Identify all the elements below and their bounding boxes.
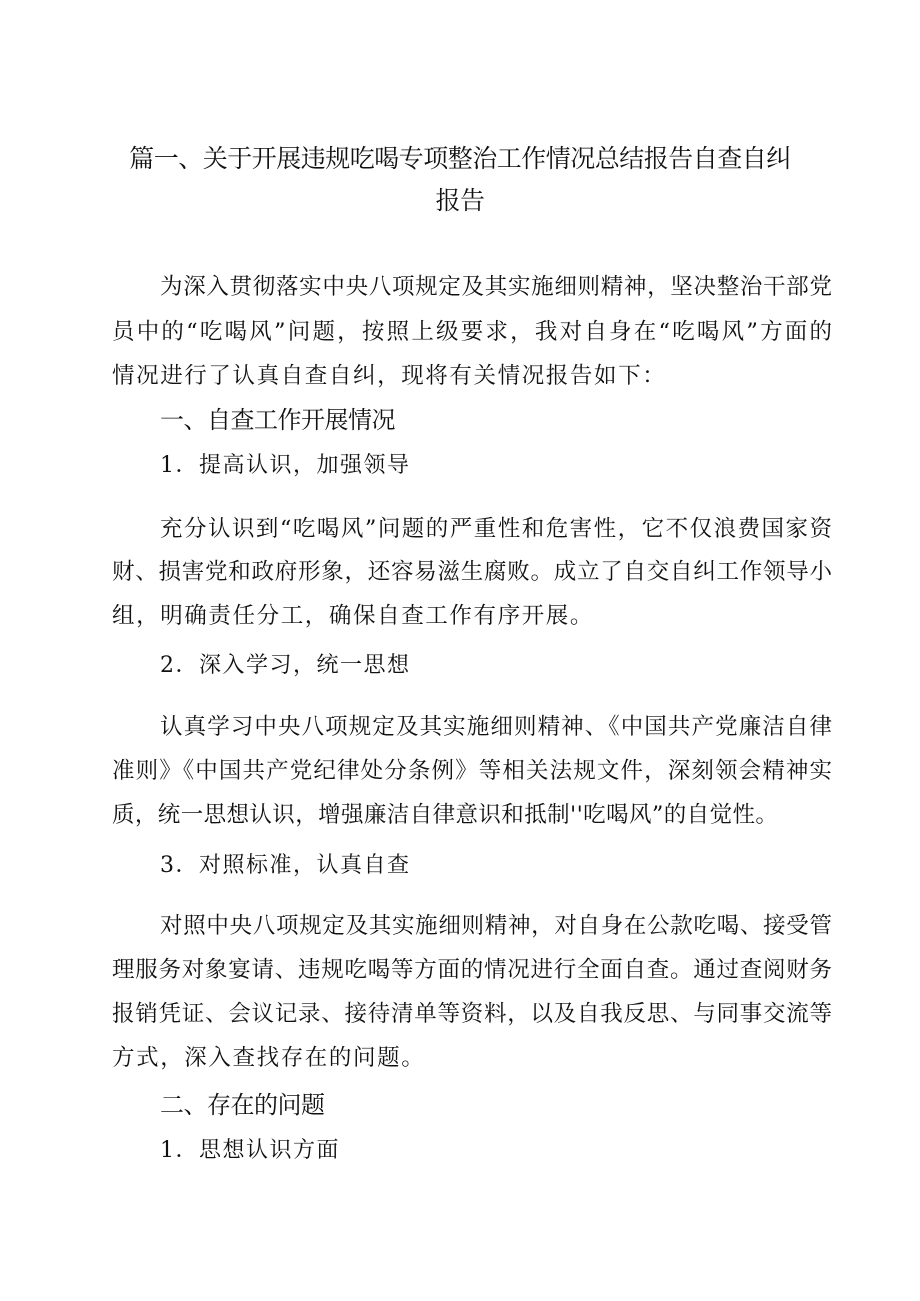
section-2-heading: 二、存在的问题 [160,1091,325,1119]
intro-line-2: 员中的“吃喝风”问题，按照上级要求，我对自身在“吃喝风”方面的 [112,319,832,345]
intro-line-1: 为深入贯彻落实中央八项规定及其实施细则精神，坚决整治干部党 [160,274,832,300]
item-2-heading: 2．深入学习，统一思想 [160,653,411,678]
document-title-line-1: 篇一、关于开展违规吃喝专项整治工作情况总结报告自查自纠 [129,144,791,173]
item-1-body-line-2: 财、损害党和政府形象，还容易滋生腐败。成立了自交自纠工作领导小 [112,559,832,585]
item-1-body-line-1: 充分认识到“吃喝风”问题的严重性和危害性，它不仅浪费国家资 [160,516,832,542]
item-3-heading: 3．对照标准，认真自查 [160,853,411,878]
item-3-body-line-3: 报销凭证、会议记录、接待清单等资料，以及自我反思、与同事交流等 [112,1001,832,1027]
item-3-body-line-1: 对照中央八项规定及其实施细则精神，对自身在公款吃喝、接受管 [160,913,832,939]
item-4-heading: 1．思想认识方面 [160,1138,340,1163]
intro-line-3: 情况进行了认真自查自纠，现将有关情况报告如下： [112,363,667,389]
item-1-heading: 1．提高认识，加强领导 [160,453,411,478]
section-1-heading: 一、自查工作开展情况 [160,406,395,434]
item-2-body-line-2: 准则》《中国共产党纪律处分条例》等相关法规文件，深刻领会精神实 [112,758,832,784]
item-1-body-line-3: 组，明确责任分工，确保自查工作有序开展。 [112,603,595,629]
item-2-body-line-3: 质，统一思想认识，增强廉洁自律意识和抵制''吃喝风”的自觉性。 [112,802,779,828]
item-3-body-line-2: 理服务对象宴请、违规吃喝等方面的情况进行全面自查。通过查阅财务 [112,957,832,983]
item-3-body-line-4: 方式，深入查找存在的问题。 [112,1045,426,1071]
item-2-body-line-1: 认真学习中央八项规定及其实施细则精神、《中国共产党廉洁自律 [160,714,832,740]
document-title-line-2: 报告 [435,186,485,215]
